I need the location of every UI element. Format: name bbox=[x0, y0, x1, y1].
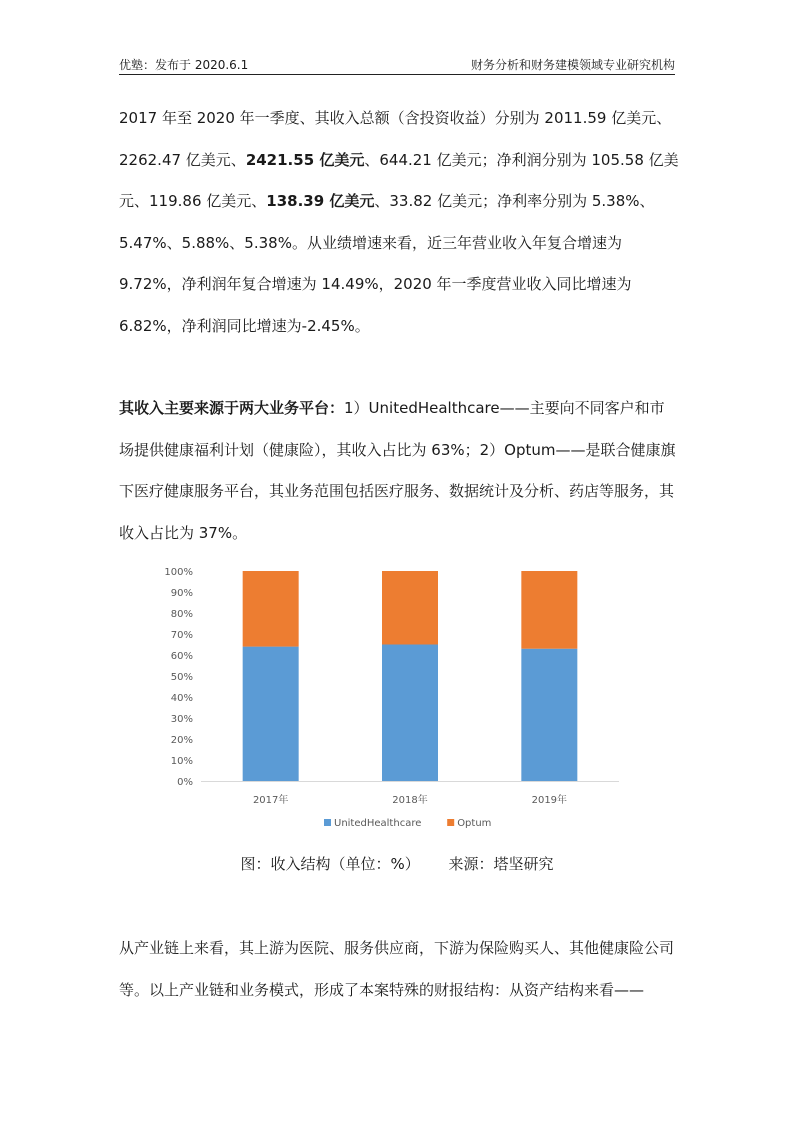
y-tick-label: 80% bbox=[170, 609, 193, 620]
para1-text-1: 2017 年至 2020 年一季度、其收入总额（含投资收益）分别为 2011.59 亿美元、2262.47 亿美元、 bbox=[119, 109, 672, 169]
y-tick-label: 20% bbox=[170, 735, 193, 746]
figure-caption bbox=[119, 853, 675, 874]
bar-unitedhealthcare-2 bbox=[382, 645, 438, 782]
legend-label-optum: Optum bbox=[457, 818, 492, 829]
caption-source: 来源：塔坚研究 bbox=[448, 855, 554, 873]
y-tick-label: 90% bbox=[170, 588, 193, 599]
legend-swatch-unitedhealthcare bbox=[324, 819, 331, 826]
para1-bold-1: 2421.55 亿美元 bbox=[245, 150, 365, 169]
chart-svg bbox=[119, 558, 679, 848]
para3-text-1: 从产业链上来看，其上游为医院、服务供应商，下游为保险购买人、其他健康险公司等。以上产业链和业务模式，形成了本案特殊的财报结构：从资产结构来看—— bbox=[119, 939, 675, 999]
bar-optum-3 bbox=[521, 571, 577, 649]
para1-text-2: 、644.21 亿美元；净利润分别为 105.58 亿美元、119.86 亿美元、 bbox=[119, 150, 679, 210]
y-tick-label: 10% bbox=[170, 756, 193, 767]
bar-optum-2 bbox=[382, 571, 438, 645]
bar-unitedhealthcare-1 bbox=[243, 647, 299, 781]
y-tick-label: 40% bbox=[170, 693, 193, 704]
page-header bbox=[119, 52, 675, 75]
paragraph-industry-chain bbox=[119, 928, 679, 1011]
bar-optum-1 bbox=[243, 571, 299, 647]
para2-bold-1: 其收入主要来源于两大业务平台： bbox=[119, 399, 345, 417]
revenue-structure-chart bbox=[119, 558, 679, 848]
x-tick-label: 2019年 bbox=[531, 795, 568, 806]
legend-label-unitedhealthcare: UnitedHealthcare bbox=[334, 818, 422, 829]
header-right: 财务分析和财务建模领域专业研究机构 bbox=[470, 58, 675, 72]
y-tick-label: 0% bbox=[177, 777, 193, 788]
x-tick-label: 2018年 bbox=[392, 795, 428, 806]
y-tick-label: 50% bbox=[170, 672, 193, 683]
paragraph-business-platforms bbox=[119, 388, 679, 554]
y-tick-label: 70% bbox=[170, 630, 193, 641]
para1-text-3: 、33.82 亿美元；净利率分别为 5.38%、5.47%、5.88%、5.38%。从业绩增速来看，近三年营业收入年复合增速为 9.72%，净利润年复合增速为 14.49%，2020 年一季度营业收入同比增速为 6.82%，净利润同比增速为-2.45%。 bbox=[119, 192, 655, 335]
y-tick-label: 60% bbox=[170, 651, 193, 662]
y-tick-label: 100% bbox=[164, 567, 193, 578]
x-tick-label: 2017年 bbox=[252, 795, 289, 806]
bar-unitedhealthcare-3 bbox=[521, 649, 577, 781]
para2-text-1: 1）UnitedHealthcare——主要向不同客户和市场提供健康福利计划（健康险），其收入占比为 63%；2）Optum——是联合健康旗下医疗健康服务平台，其业务范围包括医疗服务、数据统计及分析、药店等服务，其收入占比为 37%。 bbox=[119, 399, 676, 542]
paragraph-financials bbox=[119, 98, 679, 347]
para1-bold-2: 138.39 亿美元 bbox=[266, 192, 375, 210]
caption-title: 图：收入结构（单位：%） bbox=[240, 855, 420, 873]
legend-swatch-optum bbox=[447, 819, 454, 826]
y-tick-label: 30% bbox=[170, 714, 193, 725]
header-left: 优塾：发布于 2020.6.1 bbox=[119, 58, 249, 72]
